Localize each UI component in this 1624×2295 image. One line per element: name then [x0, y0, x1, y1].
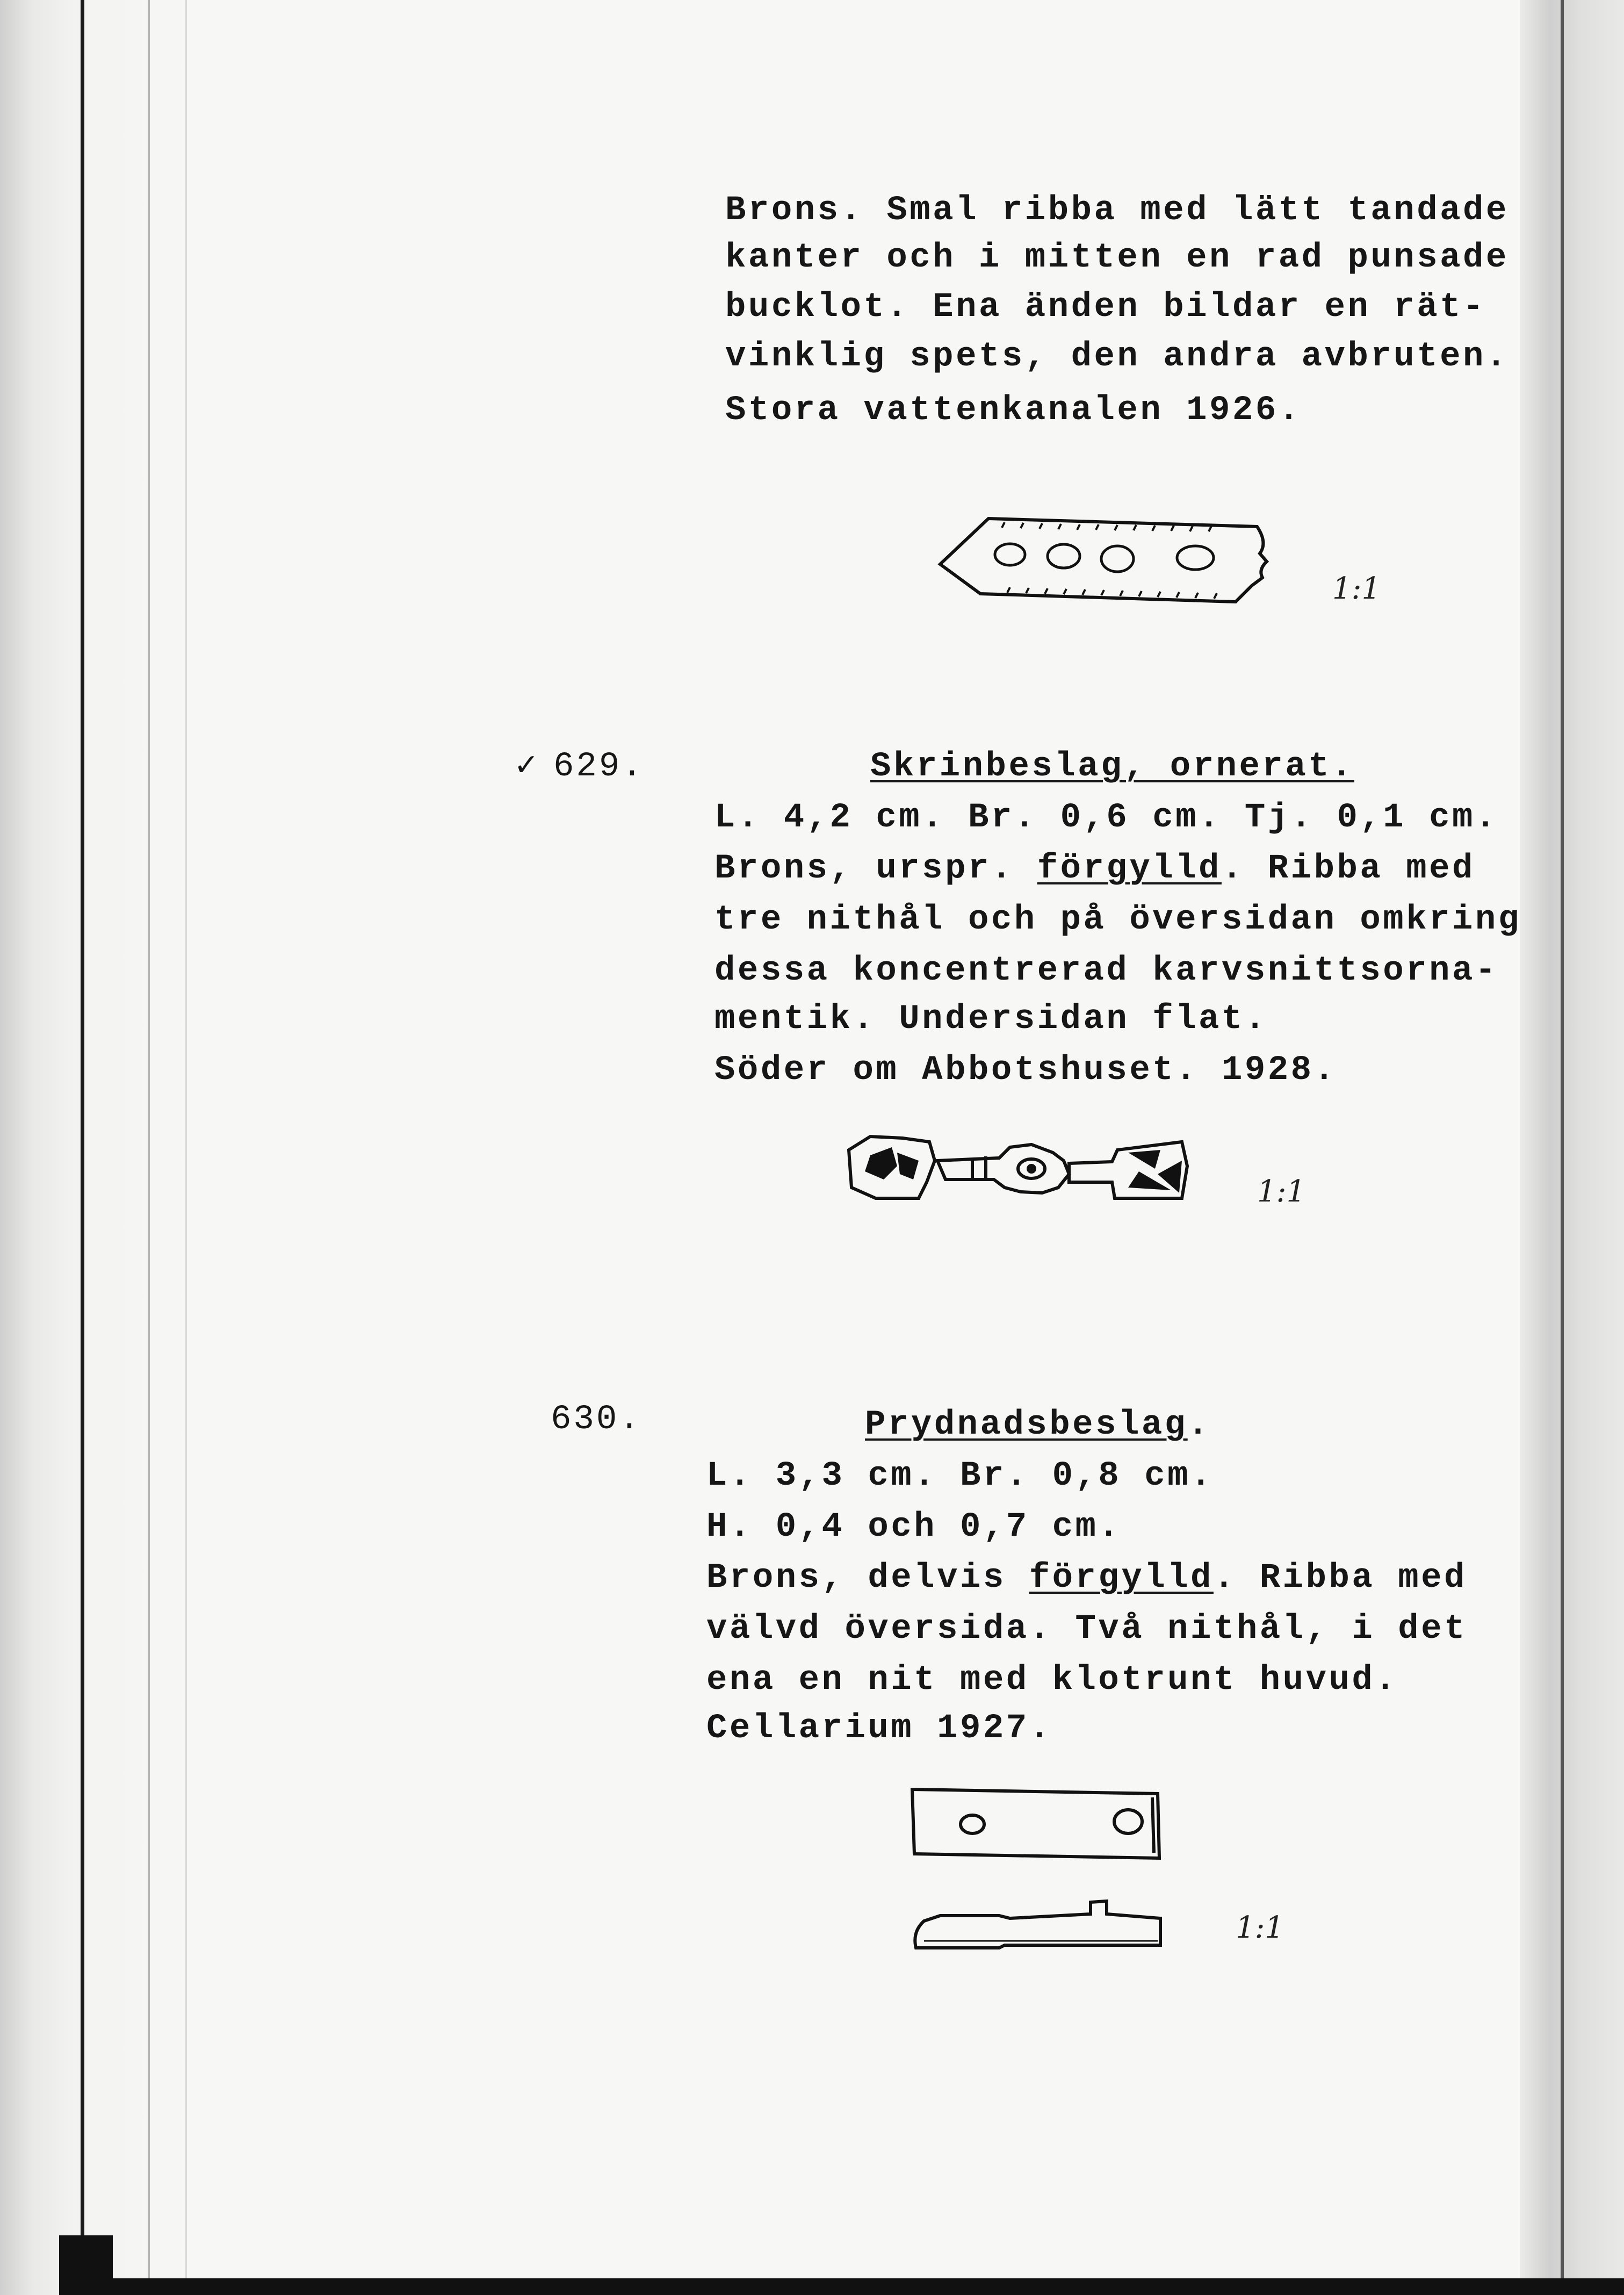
- findspot-line: Cellarium 1927.: [706, 1709, 1052, 1748]
- catalogue-number: 629.: [553, 747, 645, 786]
- findspot-line: Söder om Abbotshuset. 1928.: [714, 1051, 1337, 1090]
- scan-border: [59, 2278, 1624, 2295]
- mount-drawing-630-profile: [908, 1891, 1166, 1956]
- description-line: tre nithål och på översidan omkring: [714, 901, 1521, 939]
- description-text: . Ribba med: [1221, 850, 1475, 888]
- page-binding-shadow: [0, 0, 193, 2295]
- scale-label: 1:1: [1236, 1910, 1284, 1945]
- measurements-line: H. 0,4 och 0,7 cm.: [706, 1508, 1122, 1546]
- description-line: kanter och i mitten en rad punsade: [725, 239, 1509, 277]
- binding-edge-line: [81, 0, 84, 2295]
- description-line: [714, 852, 1475, 886]
- mount-drawing-630-top: [908, 1784, 1166, 1865]
- catalogue-number: 630.: [551, 1400, 642, 1439]
- description-line: [706, 1559, 1467, 1598]
- description-line: mentik. Undersidan flat.: [714, 1000, 1268, 1039]
- check-mark: ✓: [516, 747, 539, 786]
- object-title: Skrinbeslag, ornerat.: [870, 747, 1355, 786]
- binding-fold-line: [148, 0, 150, 2295]
- page-right-edge-line: [1561, 0, 1564, 2295]
- underlined-term: förgylld: [1037, 850, 1222, 888]
- description-text: Brons, delvis: [706, 1559, 1029, 1598]
- description-text: Brons, urspr.: [714, 850, 1037, 888]
- rib-drawing-628: [929, 510, 1273, 613]
- underlined-term: förgylld: [1029, 1559, 1214, 1598]
- measurements-line: L. 3,3 cm. Br. 0,8 cm.: [706, 1457, 1214, 1495]
- findspot-line: Stora vattenkanalen 1926.: [725, 391, 1302, 430]
- description-line: vinklig spets, den andra avbruten.: [725, 337, 1509, 376]
- description-text: . Ribba med: [1213, 1559, 1467, 1598]
- scale-label: 1:1: [1332, 571, 1381, 606]
- description-line: Brons. Smal ribba med lätt tandade: [725, 191, 1509, 230]
- binding-fold-line: [185, 0, 187, 2295]
- scale-label: 1:1: [1257, 1174, 1306, 1209]
- description-line: bucklot. Ena änden bildar en rät-: [725, 288, 1486, 327]
- page-right-edge: [1520, 0, 1624, 2295]
- object-title: [865, 1408, 1211, 1442]
- measurements-line: L. 4,2 cm. Br. 0,6 cm. Tj. 0,1 cm.: [714, 798, 1498, 837]
- description-line: ena en nit med klotrunt huvud.: [706, 1661, 1398, 1700]
- description-line: dessa koncentrerad karvsnittsorna-: [714, 952, 1498, 990]
- object-title-text: Prydnadsbeslag: [865, 1406, 1188, 1444]
- description-line: välvd översida. Två nithål, i det: [706, 1610, 1467, 1649]
- mount-drawing-629: [838, 1128, 1193, 1209]
- title-punctuation: .: [1187, 1406, 1211, 1444]
